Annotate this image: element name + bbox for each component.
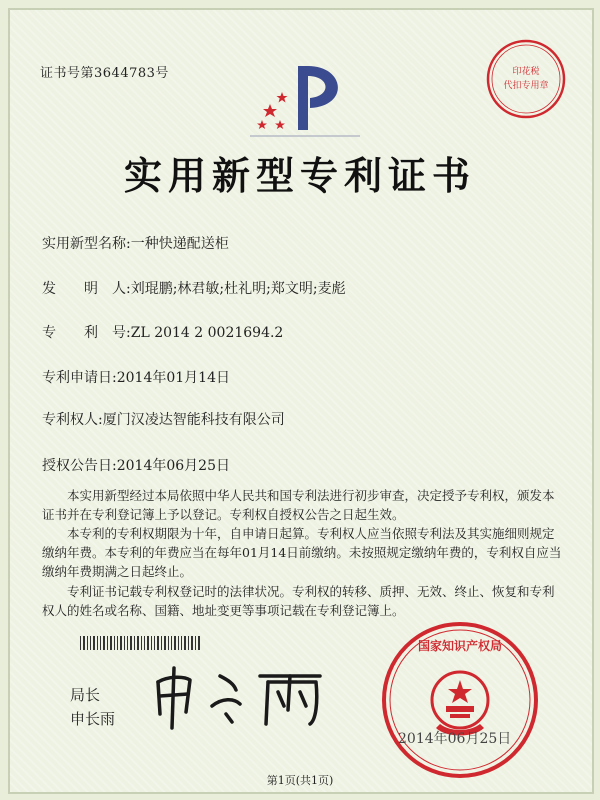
field-value: 一种快递配送柜 bbox=[130, 236, 229, 252]
field-inventor bbox=[42, 278, 346, 298]
page-footer: 第1页(共1页) bbox=[266, 774, 334, 787]
field-label: 发 明 人: bbox=[42, 281, 131, 297]
certificate-number: 证书号第3644783号 bbox=[40, 66, 169, 81]
director-title: 局长 bbox=[70, 686, 101, 704]
paragraph-grant: 本实用新型经过本局依照中华人民共和国专利法进行初步审查，决定授予专利权，颁发本证书并在专利登记簿上予以登记。专利权自授权公告之日起生效。 bbox=[42, 488, 555, 522]
field-value: 2014年01月14日 bbox=[116, 370, 230, 386]
svg-text:代扣专用章: 代扣专用章 bbox=[503, 81, 549, 91]
director-signature bbox=[150, 662, 330, 732]
field-label: 专利申请日: bbox=[42, 370, 117, 386]
field-patent-number bbox=[42, 322, 283, 342]
tax-seal-stamp bbox=[485, 38, 567, 120]
field-value: 厦门汉凌达智能科技有限公司 bbox=[102, 412, 285, 428]
field-grant-date bbox=[42, 455, 230, 475]
seal-date: 2014年06月25日 bbox=[398, 731, 512, 747]
svg-text:印花税: 印花税 bbox=[512, 67, 540, 77]
sipo-logo bbox=[250, 58, 360, 138]
field-application-date bbox=[42, 367, 230, 387]
director-name: 申长雨 bbox=[70, 710, 116, 728]
certificate-title: 实用新型专利证书 bbox=[123, 153, 476, 198]
svg-text:国家知识产权局: 国家知识产权局 bbox=[417, 639, 503, 653]
field-value: 刘琨鹏;林君敏;杜礼明;郑文明;麦彪 bbox=[130, 281, 346, 297]
field-label: 专利权人: bbox=[42, 412, 103, 428]
field-patentee bbox=[42, 409, 285, 429]
field-value: ZL 2014 2 0021694.2 bbox=[130, 325, 284, 341]
sipo-official-seal bbox=[380, 620, 540, 780]
paragraph-term: 本专利的专利权期限为十年，自申请日起算。专利权人应当依照专利法及其实施细则规定缴纳年费。本专利的年费应当在每年01月14日前缴纳。未按照规定缴纳年费的，专利权自应当缴纳年费期满之日起终止。 bbox=[42, 526, 562, 579]
field-label: 实用新型名称: bbox=[42, 236, 131, 252]
field-label: 授权公告日: bbox=[42, 458, 117, 474]
barcode bbox=[80, 636, 200, 650]
paragraph-legal-status: 专利证书记载专利权登记时的法律状况。专利权的转移、质押、无效、终止、恢复和专利权人的姓名或名称、国籍、地址变更等事项记载在专利登记簿上。 bbox=[42, 584, 555, 618]
field-value: 2014年06月25日 bbox=[116, 458, 230, 474]
field-utility-model-name bbox=[42, 233, 229, 253]
field-label: 专 利 号: bbox=[42, 325, 131, 341]
